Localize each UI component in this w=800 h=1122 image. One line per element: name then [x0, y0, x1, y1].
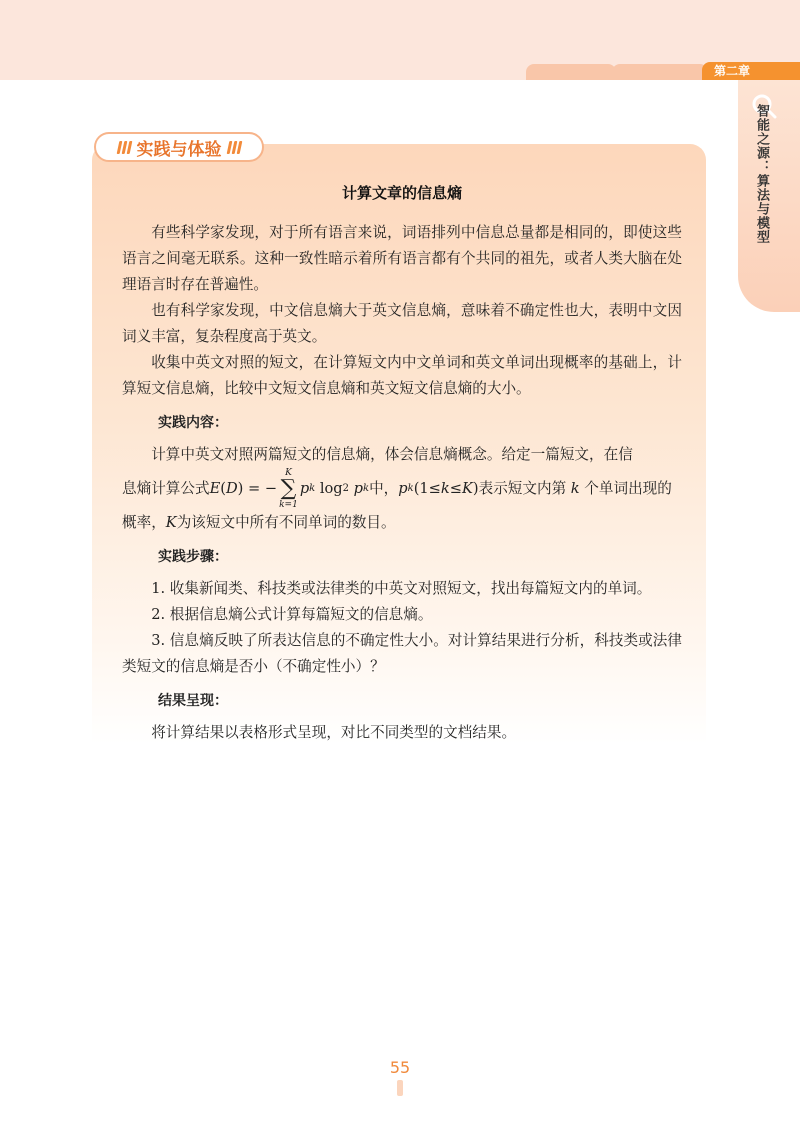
practice-title: 计算文章的信息熵 [341, 184, 462, 202]
intro-paragraph: 有些科学家发现，对于所有语言来说，词语排列中信息总量都是相同的，即使这些语言之间毫无联系。这种一致性暗示着所有语言都有个共同的祖先，或者人类大脑在处理语言时存在普遍性。 [122, 224, 682, 293]
content-tail-b: 为该短文中所有不同单词的数目。 [176, 514, 396, 531]
content-lead: 计算中英文对照两篇短文的信息熵，体会信息熵概念。给定一篇短文，在信 [151, 446, 633, 463]
decor-tab [612, 64, 708, 80]
page-number: 55 [389, 1058, 411, 1077]
page-mark [397, 1080, 403, 1096]
chapter-label: 第二章 [702, 62, 800, 80]
step-item: 3. 信息熵反映了所表达信息的不确定性大小。对计算结果进行分析，科技类或法律类短文的信息熵是否小（不确定性小）？ [122, 632, 682, 675]
practice-badge [94, 132, 264, 162]
badge-bars-icon [228, 141, 241, 154]
formula-middle: 中， [369, 480, 399, 497]
formula-line: 息熵计算公式 E ( D ) = − K ∑ k=1 p k log 2 p k 中， p k (1≤ k ≤ K )表示短文内第 k 个单词出现的 [122, 468, 672, 510]
steps-heading: 实践步骤： [158, 549, 228, 565]
result-text: 将计算结果以表格形式呈现，对比不同类型的文档结果。 [151, 724, 517, 741]
formula-end: 个单词出现的 [584, 480, 672, 497]
content-heading: 实践内容： [158, 415, 228, 431]
badge-bars-icon [118, 141, 131, 154]
probability-range: p k (1≤ k ≤ K ) [398, 480, 479, 497]
decor-tab [526, 64, 616, 80]
result-heading: 结果呈现： [158, 693, 228, 709]
entropy-formula: E ( D ) = − K ∑ k=1 p k log 2 p k [209, 468, 370, 510]
formula-suffix: 表示短文内第 [478, 480, 567, 497]
intro-paragraph: 也有科学家发现，中文信息熵大于英文信息熵，意味着不确定性也大，表明中文因词义丰富，复杂程度高于英文。 [122, 302, 682, 345]
side-title: 智能之源：算法与模型 [754, 104, 769, 244]
step-item: 1. 收集新闻类、科技类或法律类的中英文对照短文，找出每篇短文内的单词。 [151, 580, 652, 597]
content-tail-a: 概率， [122, 514, 166, 531]
practice-content [122, 180, 682, 746]
step-item: 2. 根据信息熵公式计算每篇短文的信息熵。 [151, 606, 433, 623]
intro-paragraph: 收集中英文对照的短文，在计算短文内中文单词和英文单词出现概率的基础上，计算短文信息熵，比较中文短文信息熵和英文短文信息熵的大小。 [122, 354, 682, 397]
formula-prefix: 息熵计算公式 [122, 480, 210, 497]
content-tail: 概率，K为该短文中所有不同单词的数目。 [122, 514, 396, 531]
badge-label: 实践与体验 [136, 139, 222, 160]
